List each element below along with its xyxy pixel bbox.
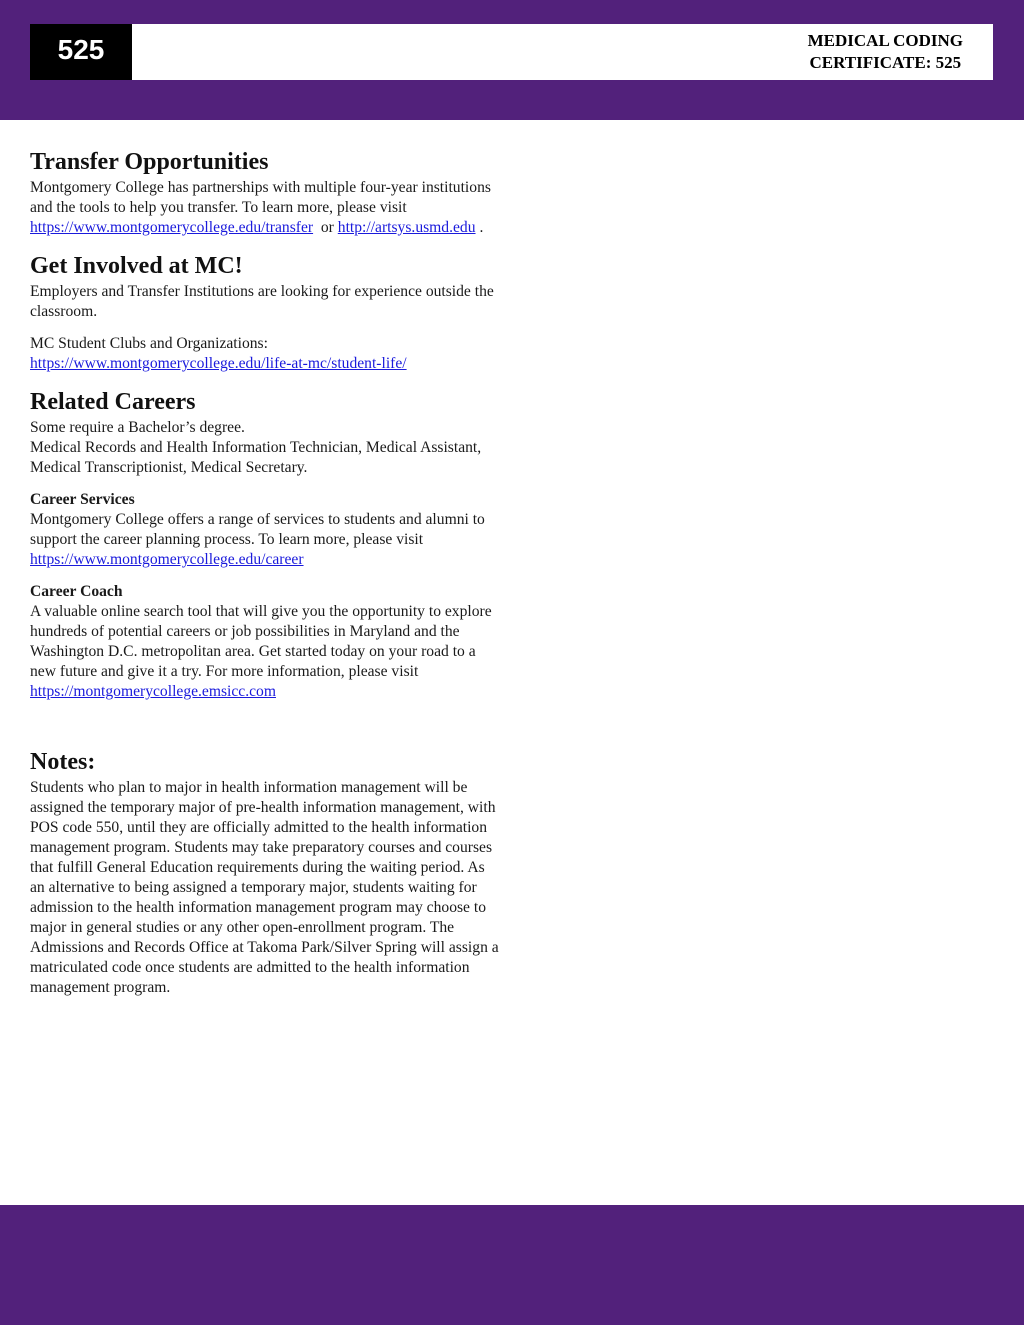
careers-heading: Related Careers xyxy=(30,389,196,415)
notes-heading: Notes: xyxy=(30,749,96,775)
artsys-link[interactable]: http://artsys.usmd.edu xyxy=(337,219,476,236)
header-box xyxy=(30,24,993,80)
clubs-text xyxy=(30,334,500,374)
or-text: or xyxy=(320,219,334,236)
emsicc-link[interactable]: https://montgomerycollege.emsicc.com xyxy=(30,683,276,700)
transfer-body: Montgomery College has partnerships with multiple four-year institutions and the tools to help you transfer. To learn more, please visit xyxy=(30,179,491,216)
program-title-line1: MEDICAL CODING xyxy=(807,31,963,50)
transfer-heading: Transfer Opportunities xyxy=(30,149,269,175)
main-content xyxy=(30,146,500,998)
career-coach-text xyxy=(30,602,500,702)
header-band xyxy=(0,0,1024,120)
involved-heading: Get Involved at MC! xyxy=(30,253,243,279)
careers-section xyxy=(30,386,500,702)
clubs-label: MC Student Clubs and Organizations: xyxy=(30,335,268,352)
transfer-link[interactable]: https://www.montgomerycollege.edu/transfer xyxy=(30,219,314,236)
student-life-link[interactable]: https://www.montgomerycollege.edu/life-at-mc/student-life/ xyxy=(30,355,407,372)
careers-degree-note: Some require a Bachelor’s degree. xyxy=(30,419,245,436)
career-services-heading: Career Services xyxy=(30,491,135,508)
careers-list: Medical Records and Health Information Technician, Medical Assistant, Medical Transcriptionist, Medical Secretary. xyxy=(30,439,482,476)
notes-text: Students who plan to major in health information management will be assigned the temporary major of pre-health information management, with POS code 550, until they are officially admitted to the health information management program. Students may take preparatory courses and courses that fulfill General Education requirements during the waiting period. As an alternative to being assigned a temporary major, students waiting for admission to the health information management program may choose to major in general studies or any other open-enrollment program. The Admissions and Records Office at Takoma Park/Silver Spring will assign a matriculated code once students are admitted to the health information management program. xyxy=(30,779,499,996)
career-coach-heading: Career Coach xyxy=(30,583,123,600)
program-title xyxy=(808,30,963,74)
footer-band xyxy=(0,1205,1024,1325)
career-link[interactable]: https://www.montgomerycollege.edu/career xyxy=(30,551,304,568)
career-services-text xyxy=(30,510,500,570)
career-services-body: Montgomery College offers a range of services to students and alumni to support the career planning process. To learn more, please visit xyxy=(30,511,485,548)
career-coach-body: A valuable online search tool that will give you the opportunity to explore hundreds of potential careers or job possibilities in Maryland and the Washington D.C. metropolitan area. Get started today on your road to a new future and give it a try. For more information, please visit xyxy=(30,603,492,680)
involved-section xyxy=(30,250,500,374)
program-title-line2: CERTIFICATE: 525 xyxy=(809,53,962,72)
program-number: 525 xyxy=(30,24,132,80)
notes-section xyxy=(30,746,500,998)
transfer-text xyxy=(30,178,500,238)
transfer-section xyxy=(30,146,500,238)
involved-text: Employers and Transfer Institutions are looking for experience outside the classroom. xyxy=(30,283,494,320)
period: . xyxy=(479,219,484,236)
